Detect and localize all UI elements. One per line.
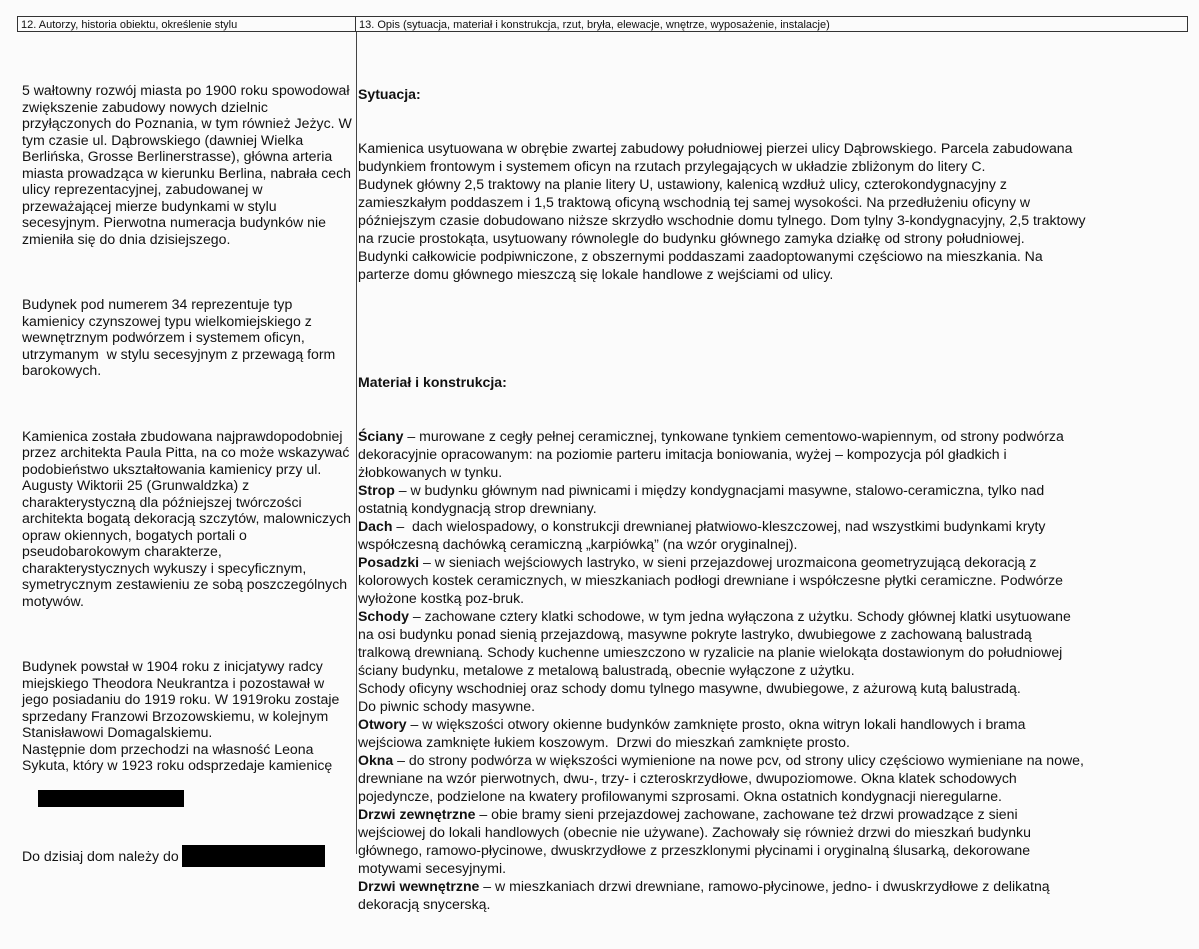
material-item [358, 481, 1188, 517]
text-line: pojedyncze, podzielone na kwatery profilowanymi szprosami. Okna ostatnich kondygnacji nieregularne. [358, 788, 1002, 804]
text-line: wejściowej do lokali handlowych (obecnie nie używane). Zachowały się również drzwi do mieszkań budynku [358, 824, 1031, 840]
text-line: Schody – zachowane cztery klatki schodowe, w tym jedna wyłączona z użytku. Schody głównej klatki usytuowane [358, 608, 1071, 624]
text-line: zmieniła się do dnia dzisiejszego. [22, 230, 231, 247]
text-line: Kamienica usytuowana w obrębie zwartej zabudowy południowej pierzei ulicy Dąbrowskiego. Parcela zabudowana [358, 140, 1073, 156]
history-paragraph-2 [22, 296, 358, 379]
text-line: podobieństwo ukształtowania kamienicy przy ul. [22, 460, 322, 477]
item-label: Drzwi zewnętrzne [358, 806, 476, 822]
text-line: Okna – do strony podwórza w większości wymienione na nowe pcv, od strony ulicy częściowo wymieniane na nowe, [358, 752, 1084, 768]
owner-text: Do dzisiaj dom należy do [22, 847, 179, 864]
history-paragraph-1 [22, 82, 358, 247]
text-line: miejskiego Theodora Neukrantza i pozostawał w [22, 674, 325, 691]
item-label: Otwory [358, 716, 407, 732]
material-items [358, 427, 1188, 913]
text-line: secesyjnym. Pierwotna numeracja budynków nie [22, 214, 326, 230]
text-line: architekta bogatą dekoracją szczytów, malowniczych [22, 510, 352, 526]
text-line: ulicy reprezentacyjnej, zabudowanej w [22, 181, 263, 197]
text-line: Sykuta, który w 1923 roku odsprzedaje kamienicę [22, 757, 333, 773]
material-item [358, 715, 1188, 751]
text-line: na osi budynku ponad sienią przejazdową, masywne pokryte lastryko, dwubiegowe z zachowaną balustradą [358, 626, 1032, 642]
redacted-owner [182, 845, 325, 867]
history-paragraph-3 [22, 428, 358, 610]
text-line: Berlińska, Grosse Berlinerstrasse), główna arteria [22, 148, 333, 164]
text-line: tym czasie ul. Dąbrowskiego (dawniej Wielka [22, 131, 304, 148]
text-line: kolorowych kostek ceramicznych, w mieszkaniach podłogi drewniane i współczesne płytki ceramiczne. Podwórze [358, 572, 1063, 588]
text-line: budynkiem frontowym i systemem oficyn na rzutach przylegających w układzie zbliżonym do litery C. [358, 158, 986, 174]
material-title: Materiał i konstrukcja: [358, 374, 507, 390]
text-line: utrzymanym w stylu secesyjnym z przewagą form [22, 345, 336, 362]
section-12-header: 12. Autorzy, historia obiektu, określenie stylu [17, 16, 356, 32]
text-line: Ściany – murowane z cegły pełnej ceramicznej, tynkowane tynkiem cementowo-wapiennym, od strony podwórza [358, 428, 1064, 444]
item-label: Posadzki [358, 554, 420, 570]
text-line: opraw okiennych, bogatych portali o [22, 526, 247, 543]
text-line: parterze domu głównego mieszczą się lokale handlowe z wejściami od ulicy. [358, 266, 834, 282]
text-line: motywów. [22, 592, 84, 609]
text-line: Schody oficyny wschodniej oraz schody domu tylnego masywne, dwubiegowe, z ażurową kutą balustradą. [358, 680, 1021, 696]
text-line: Drzwi wewnętrzne – w mieszkaniach drzwi drewniane, ramowo-płycinowe, jedno- i dwuskrzydłowe z delikatną [358, 878, 1050, 894]
text-line: pseudobarokowym charakterze, [22, 543, 222, 559]
material-item [358, 517, 1188, 553]
history-paragraph-4 [22, 658, 358, 774]
text-line: żłobkowanych w tynku. [358, 464, 503, 480]
text-line: zamieszkałym poddaszem i 1,5 traktową oficyną wschodnią tej samej wysokości. Na przedłużeniu oficyny w [358, 194, 1031, 210]
text-line: ściany budynku, metalowe z metalową balustradą, obecnie wyłączone z użytku. [358, 662, 855, 678]
material-item [358, 751, 1188, 805]
text-line: Drzwi zewnętrzne – obie bramy sieni przejazdowej zachowane, zachowane też drzwi prowadzące z sieni [358, 806, 1018, 822]
text-line: na rzucie prostokąta, usytuowany równolegle do budynku głównego zamyka działkę od strony południowej. [358, 230, 1025, 246]
item-label: Ściany [358, 428, 404, 444]
item-label: Okna [358, 752, 394, 768]
text-line: Następnie dom przechodzi na własność Leona [22, 740, 314, 757]
text-line: charakterystycznych wykuszy i specyficznym, [22, 559, 307, 576]
text-line: Kamienica została zbudowana najprawdopodobniej [22, 427, 343, 444]
redacted-block [38, 790, 184, 807]
text-line: głównego, ramowo-płycinowe, dwuskrzydłowe z przeszklonymi płycinami i oryginalną ślusarką, dekorowane [358, 842, 1031, 858]
text-line: Budynek pod numerem 34 reprezentuje typ [22, 296, 293, 312]
text-line: kamienicy czynszowej typu wielkomiejskiego z [22, 312, 312, 329]
situation-title: Sytuacja: [358, 86, 421, 102]
text-line: 5 wałtowny rozwój miasta po 1900 roku spowodował [22, 82, 350, 98]
text-line: Budynek główny 2,5 traktowy na planie litery U, ustawiony, kalenicą wzdłuż ulicy, czterokondygnacyjny z [358, 176, 1007, 192]
text-line: charakterystyczną dla późniejszej twórczości [22, 493, 302, 510]
item-label: Schody [358, 608, 409, 624]
text-line: drewniane na wzór pierwotnych, dwu-, trzy- i czteroskrzydłowe, dwupoziomowe. Okna klatek schodowych [358, 770, 1017, 786]
material-item [358, 427, 1188, 481]
text-line: Stanisławowi Domagalskiemu. [22, 724, 213, 740]
text-line: Do piwnic schody masywne. [358, 698, 536, 714]
text-line: Augusty Wiktorii 25 (Grunwaldzka) z [22, 477, 250, 493]
text-line: jego posiadaniu do 1919 roku. W 1919roku zostaje [22, 691, 340, 707]
item-label: Strop [358, 482, 395, 498]
material-item [358, 877, 1188, 913]
text-line: współczesną dachówką ceramiczną „karpiówką” (na wzór oryginalnej). [358, 536, 798, 552]
owner-line [22, 845, 358, 867]
history-column [22, 49, 358, 900]
description-column [358, 49, 1188, 949]
text-line: tralkową drewnianą. Schody kuchenne umieszczono w ryzalicie na planie wielokąta dostawionym do południowej [358, 644, 1063, 660]
item-label: Drzwi wewnętrzne [358, 878, 480, 894]
text-line: miasta prowadząca w kierunku Berlina, nabrała cech [22, 164, 352, 181]
situation-text [358, 139, 1188, 283]
text-line: motywami secesyjnymi. [358, 860, 507, 876]
section-13-header: 13. Opis (sytuacja, materiał i konstrukcja, rzut, bryła, elewacje, wnętrze, wyposażenie, instalacje) [356, 16, 1188, 32]
text-line: wejściowa zamknięte łukiem koszowym. Drzwi do mieszkań zamknięte prosto. [358, 734, 850, 750]
material-item [358, 607, 1188, 715]
text-line: zwiększenie zabudowy nowych dzielnic [22, 98, 268, 115]
text-line: Strop – w budynku głównym nad piwnicami i między kondygnacjami masywne, stalowo-ceramiczna, tylko nad [358, 482, 1045, 498]
item-label: Dach [358, 518, 393, 534]
material-item [358, 553, 1188, 607]
text-line: barokowych. [22, 362, 102, 378]
text-line: Posadzki – w sieniach wejściowych lastryko, w sieni przejazdowej urozmaicona geometryzującą dekoracją z [358, 554, 1037, 570]
text-line: dekoracją snycerską. [358, 896, 491, 912]
text-line: przeważającej mierze budynkami w stylu [22, 197, 277, 214]
text-line: dekoracyjnie opracowanym: na poziomie parteru imitacja boniowania, wyżej – kompozycja pól gładkich i [358, 446, 1007, 462]
text-line: późniejszym czasie dobudowano niższe skrzydło wschodnie domu tylnego. Dom tylny 3-kondygnacyjny, 2,5 traktowy [358, 212, 1086, 228]
text-line: przyłączonych do Poznania, w tym również Jeżyc. W [22, 115, 352, 131]
text-line: symetrycznym zestawieniu ze sobą poszczególnych [22, 576, 348, 592]
text-line: sprzedany Franzowi Brzozowskiemu, w kolejnym [22, 707, 329, 724]
material-item [358, 805, 1188, 877]
text-line: Otwory – w większości otwory okienne budynków zamknięte prosto, okna witryn lokali handlowych i brama [358, 716, 1026, 732]
text-line: przez architekta Paula Pitta, na co może wskazywać [22, 444, 350, 460]
text-line: Budynki całkowicie podpiwniczone, z obszernymi poddaszami zaadoptowanymi częściowo na mieszkania. Na [358, 248, 1043, 264]
text-line: wyłożone kostką poz-bruk. [358, 590, 525, 606]
text-line: Budynek powstał w 1904 roku z inicjatywy radcy [22, 658, 323, 674]
text-line: ostatnią kondygnacją strop drewniany. [358, 500, 597, 516]
text-line: Dach – dach wielospadowy, o konstrukcji drewnianej płatwiowo-kleszczowej, nad wszystkimi budynkami kryty [358, 518, 1046, 534]
text-line: wewnętrznym podwórzem i systemem oficyn, [22, 329, 305, 345]
